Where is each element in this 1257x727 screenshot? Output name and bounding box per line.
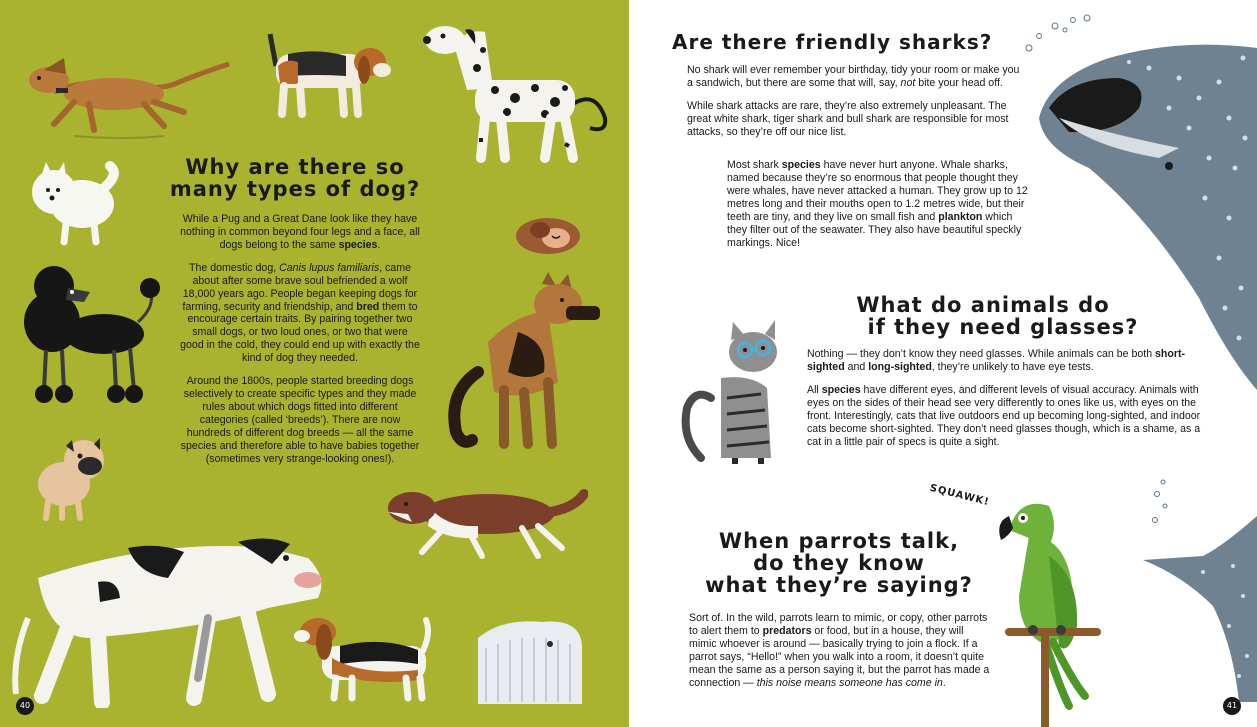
parrots-para1-t2: or food, but in a house, they will mimic whoever is around — basically trying to join a flock. If a parrot says, “Hello!” when you walk into a room, it doesn’t quite mean the same as a person saying it, but the parrot has made a connection — — [689, 624, 990, 689]
curled-puppy-icon — [512, 208, 584, 256]
glasses-para1-t1: Nothing — they don’t know they need glasses. While animals can be both — [807, 348, 1156, 360]
glasses-title-line2: if they need glasses? — [867, 315, 1139, 340]
sharks-para3 — [727, 159, 1033, 249]
parrots-para1-t3: . — [942, 676, 946, 689]
glasses-para2 — [807, 384, 1207, 449]
parrots-para1 — [689, 612, 991, 690]
shark-tail-icon — [1143, 476, 1257, 702]
dogs-term-species: species — [338, 238, 378, 251]
parrots-noise-meaning: this noise means someone has come in — [756, 676, 943, 689]
collie-icon — [378, 478, 588, 568]
pomeranian-icon — [24, 160, 120, 246]
sharks-para1-t2: bite your head off. — [915, 76, 1003, 89]
dogs-para2 — [180, 262, 420, 365]
dogs-para1-t2: . — [377, 238, 381, 251]
parrots-term-predators: predators — [762, 624, 812, 637]
glasses-para2-t2: have different eyes, and different levels of visual accuracy. Animals with eyes on the sides of their head see very differently to ones like us, with eyes on the front. Interestingly, cats that live outdoors end up becoming long-sighted, and indoor cats become short-sighted. They don’t need glasses though, which is a shame, as a cat in a little pair of specs is quite a sight. — [807, 383, 1201, 448]
running-dog-icon — [14, 52, 244, 142]
dogs-para1 — [180, 213, 420, 252]
glasses-text — [807, 348, 1207, 458]
sharks-para2: While shark attacks are rare, they’re also extremely unpleasant. The great white shark, tiger shark and bull shark are responsible for most attacks, so they’re off our nice list. — [687, 99, 1009, 138]
glasses-para2-t1: All — [807, 383, 822, 396]
cat-with-glasses-icon — [681, 318, 793, 468]
glasses-title-line1: What do animals do — [856, 293, 1110, 317]
dogs-text — [180, 213, 420, 476]
dalmatian-icon — [415, 18, 615, 168]
page-number-right: 41 — [1223, 697, 1241, 715]
parrots-title-line1: When parrots talk, — [718, 529, 960, 553]
beagle-icon — [258, 26, 398, 126]
glasses-term-short-sighted: short-sighted — [807, 348, 1186, 373]
dogs-title-line1: Why are there so — [185, 155, 405, 179]
parrots-text — [689, 612, 991, 700]
glasses-para1 — [807, 348, 1207, 374]
sheepdog-icon — [472, 608, 588, 708]
sharks-para1-t1: No shark will ever remember your birthday, tidy your room or make you a sandwich, but there are some that will, say, — [687, 64, 1020, 89]
sharks-title: Are there friendly sharks? — [672, 30, 993, 54]
dogs-title-line2: many types of dog? — [169, 177, 421, 202]
basset-hound-icon — [292, 606, 442, 706]
parrots-title — [689, 530, 989, 596]
parrots-title-line3: what they’re saying? — [705, 573, 973, 598]
glasses-term-species: species — [821, 383, 861, 396]
german-shepherd-icon — [448, 272, 608, 452]
sharks-term-species: species — [781, 159, 821, 171]
sharks-para3-t1: Most shark — [727, 159, 782, 171]
dogs-para1-t1: While a Pug and a Great Dane look like they have nothing in common beyond four legs and a face, all dogs belong to the same — [180, 213, 420, 251]
parrots-para1-t1: Sort of. In the wild, parrots learn to mimic, or copy, other parrots to alert them to — [689, 612, 988, 637]
sharks-not: not — [900, 76, 916, 89]
dogs-latin-name: Canis lupus familiaris — [279, 261, 380, 274]
dogs-para3: Around the 1800s, people started breeding dogs selectively to create specific types and they made rules about which dogs fitted into different categories (called ‘breeds’). There are now hundreds of different dog breeds — all the same species and therefore able to have babies together (sometimes very strange-looking ones!). — [180, 375, 420, 465]
dogs-para2-t3: them to encourage certain traits. By pairing together two small dogs, or two loud ones, or two that were good in the cold, they could end up with exactly the kind of dog they needed. — [180, 300, 420, 365]
dogs-para2-t1: The domestic dog, — [189, 261, 280, 274]
sharks-para1 — [687, 64, 1023, 90]
sharks-para3-t2: have never hurt anyone. Whale sharks, named because they’re so enormous that people thought they were whales, have never attacked a human. They grow up to 12 metres long and their mouths open to 1.2 metres wide, but their teeth are tiny, and they live on small fish and — [727, 159, 1028, 223]
glasses-term-long-sighted: long-sighted — [868, 360, 932, 373]
glasses-para1-t2: and — [844, 360, 869, 373]
parrots-title-line2: do they know — [753, 551, 925, 576]
sharks-term-plankton: plankton — [938, 210, 983, 223]
glasses-para1-t3: , they’re unlikely to have eye tests. — [931, 360, 1094, 373]
pug-icon — [34, 432, 114, 522]
sharks-text-indented — [727, 159, 1033, 259]
right-page — [629, 0, 1257, 727]
sharks-para3-t3: which they filter out of the seawater. They also have beautiful speckly markings. Nice! — [727, 210, 1022, 249]
parrot-icon — [989, 496, 1109, 727]
glasses-title — [813, 294, 1153, 338]
dogs-title — [150, 156, 440, 200]
sharks-text — [687, 64, 1023, 149]
squawk-label: SQUAWK! — [928, 482, 991, 509]
dogs-para2-t2: , came about after some brave soul befriended a wolf 18,000 years ago. People began keeping dogs for farming, security and friendship, and — [182, 261, 418, 313]
poodle-icon — [18, 262, 168, 412]
page-number-left: 40 — [16, 697, 34, 715]
dogs-term-bred: bred — [356, 300, 380, 313]
